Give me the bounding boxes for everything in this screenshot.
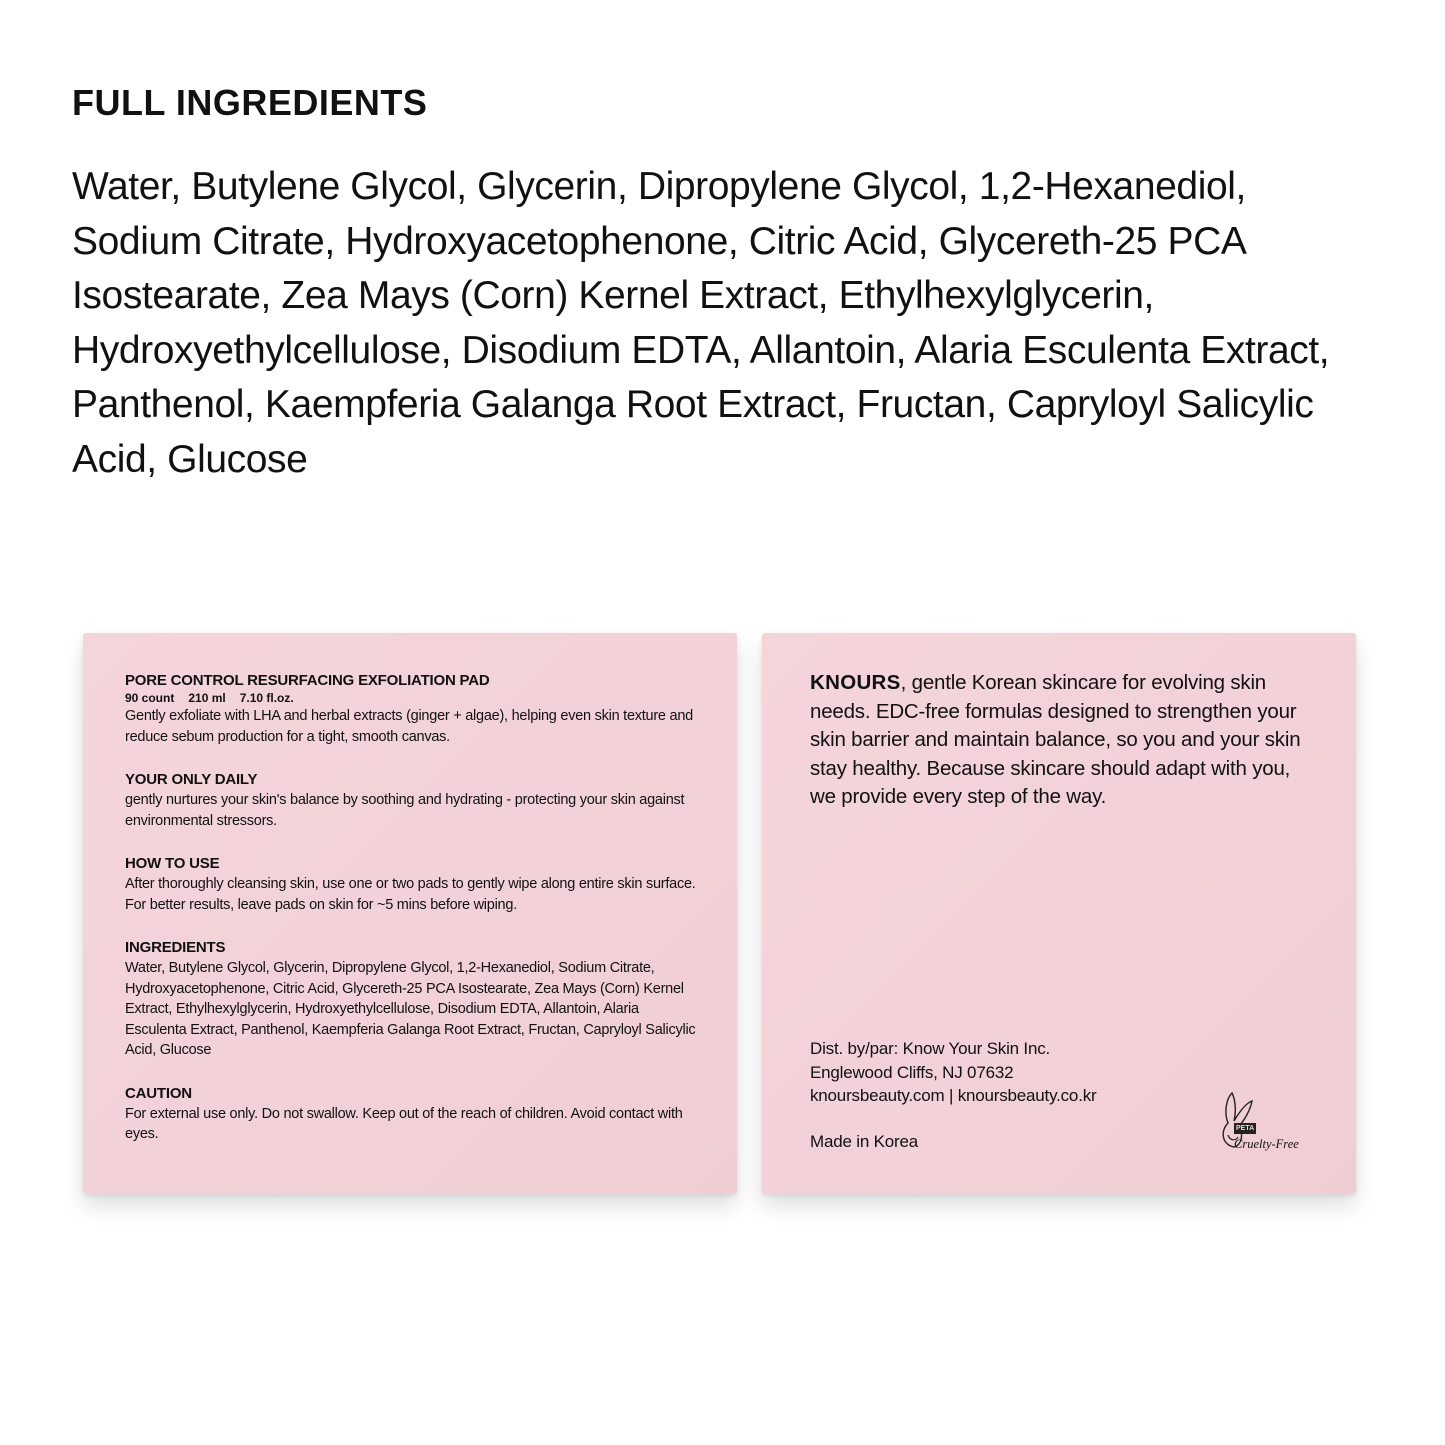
section-body: For external use only. Do not swallow. Keep out of the reach of children. Avoid contact with eyes.: [125, 1105, 683, 1142]
product-size: [125, 691, 697, 706]
section-body: gently nurtures your skin's balance by soothing and hydrating - protecting your skin against environmental stressors.: [125, 792, 685, 829]
distributor-info: [810, 1037, 1096, 1108]
product-info: [125, 671, 697, 747]
website-links: knoursbeauty.com | knoursbeauty.co.kr: [810, 1086, 1097, 1105]
product-name: PORE CONTROL RESURFACING EXFOLIATION PAD: [125, 672, 490, 689]
cruelty-free-label: Cruelty-Free: [1234, 1137, 1299, 1151]
section-your-only-daily: [125, 770, 697, 831]
page-title: FULL INGREDIENTS: [72, 82, 428, 123]
volume-oz-label: 7.10 fl.oz.: [239, 691, 294, 705]
section-body: After thoroughly cleansing skin, use one or two pads to gently wipe along entire skin surface. For better results, leave pads on skin for ~5 mins before wiping.: [125, 876, 696, 913]
section-caution: [125, 1084, 697, 1145]
package-back-left-panel: [83, 633, 737, 1194]
section-how-to-use: [125, 854, 697, 915]
product-description: Gently exfoliate with LHA and herbal extracts (ginger + algae), helping even skin texture and reduce sebum production for a tight, smooth canvas.: [125, 708, 693, 745]
count-label: 90 count: [125, 691, 175, 705]
package-back-right-panel: [762, 633, 1356, 1194]
section-heading: INGREDIENTS: [125, 939, 226, 956]
section-heading: CAUTION: [125, 1084, 192, 1102]
section-heading: HOW TO USE: [125, 855, 220, 872]
peta-badge: PETA: [1236, 1125, 1255, 1132]
full-ingredients-list: Water, Butylene Glycol, Glycerin, Dipropylene Glycol, 1,2-Hexanediol, Sodium Citrate, Hydroxyacetophenone, Citric Acid, Glycereth-25 PCA Isostearate, Zea Mays (Corn) Kernel Extract, Ethylhexylglycerin, Hydroxyethylcellulose, Disodium EDTA, Allantoin, Alaria Esculenta Extract, Panthenol, Kaempferia Galanga Root Extract, Fructan, Capryloyl Salicylic Acid, Glucose: [72, 165, 1330, 481]
section-heading: YOUR ONLY DAILY: [125, 771, 258, 788]
made-in-label: Made in Korea: [810, 1132, 918, 1151]
distributor-address: Englewood Cliffs, NJ 07632: [810, 1062, 1014, 1082]
section-ingredients: [125, 938, 697, 1061]
brand-intro-text: , gentle Korean skincare for evolving skin needs. EDC-free formulas designed to strengthen your skin barrier and maintain balance, so you and your skin stay healthy. Because skincare should adapt with you, we provide every step of the way.: [810, 671, 1301, 808]
brand-name: KNOURS: [810, 671, 901, 694]
distributor-name: Dist. by/par: Know Your Skin Inc.: [810, 1039, 1051, 1058]
brand-intro: [810, 669, 1316, 812]
section-body: Water, Butylene Glycol, Glycerin, Dipropylene Glycol, 1,2-Hexanediol, Sodium Citrate, Hydroxyacetophenone, Citric Acid, Glycereth-25 PCA Isostearate, Zea Mays (Corn) Kernel Extract, Ethylhexylglycerin, Hydroxyethylcellulose, Disodium EDTA, Allantoin, Alaria Esculenta Extract, Panthenol, Kaempferia Galanga Root Extract, Fructan, Capryloyl Salicylic Acid, Glucose: [125, 960, 696, 1058]
volume-ml-label: 210 ml: [188, 691, 226, 705]
